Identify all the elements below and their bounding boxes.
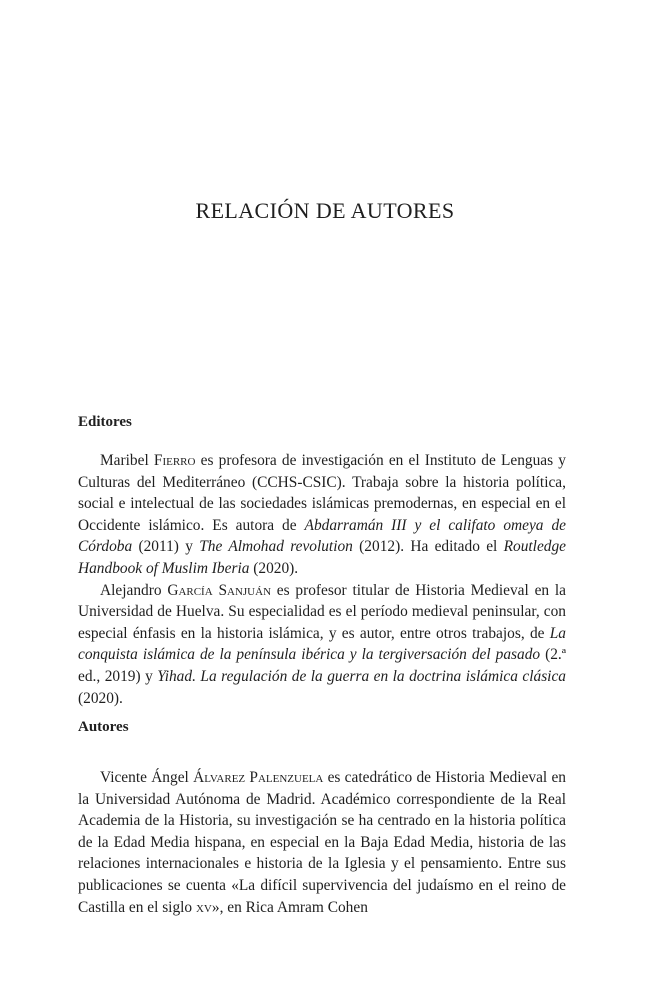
book-title: La conquista islámica de la península ibérica y la tergiversación del pasado [78, 624, 566, 664]
section-heading-editores: Editores [78, 414, 132, 430]
bio-text: (2.ª ed., 2019) y [78, 646, 566, 685]
book-title: The Almohad revolution [199, 538, 353, 556]
bio-text: », en Rica Amram Cohen [211, 898, 368, 916]
bio-paragraph-alvarez-palenzuela [78, 767, 566, 918]
century-numeral: xv [195, 898, 212, 916]
bio-text: (2020). [78, 689, 123, 707]
book-title: Routledge Handbook of Muslim Iberia [78, 538, 567, 577]
bio-text: (2011) y [132, 538, 200, 556]
book-title: Abdarramán III y el califato omeya de Córdoba [78, 516, 566, 556]
bio-paragraph-fierro [78, 450, 566, 580]
editores-section-body [78, 450, 566, 709]
bio-text: (2020). [249, 559, 299, 577]
section-heading-autores: Autores [78, 719, 129, 735]
author-surname: Álvarez Palenzuela [193, 769, 324, 786]
bio-text: es profesora de investigación en el Instituto de Lenguas y Culturas del Mediterráneo (CCHS-CSIC). Trabaja sobre la historia política, social e intelectual de las sociedades islámicas premodernas, en especial en el Occidente islámico. Es autora de [78, 452, 566, 534]
bio-paragraph-garcia-sanjuan [78, 580, 566, 710]
bio-text: es catedrático de Historia Medieval en la Universidad Autónoma de Madrid. Académico correspondiente de la Real Academia de la Historia, su investigación se ha centrado en la historia política de la Edad Media hispana, en especial en la Baja Edad Media, historia de las relaciones internacionales e historia de la Iglesia y el pensamiento. Entre sus publicaciones se cuenta «La difícil supervivencia del judaísmo en el reino de Castilla en el siglo [78, 769, 566, 916]
autores-section-body [78, 767, 566, 918]
author-given-name: Vicente Ángel [100, 769, 189, 786]
page-title: RELACIÓN DE AUTORES [195, 198, 455, 223]
author-given-name: Alejandro [100, 581, 162, 599]
bio-text: (2012). Ha editado el [352, 538, 504, 556]
author-surname: Fierro [153, 452, 196, 469]
book-title: Yihad. La regulación de la guerra en la doctrina islámica clásica [157, 667, 566, 685]
author-surname: García Sanjuán [167, 581, 272, 599]
bio-text: es profesor titular de Historia Medieval en la Universidad de Huelva. Su especialidad es el período medieval peninsular, con especial énfasis en la historia islámica, y es autor, entre otros trabajos, de [78, 581, 566, 642]
author-given-name: Maribel [100, 452, 149, 469]
